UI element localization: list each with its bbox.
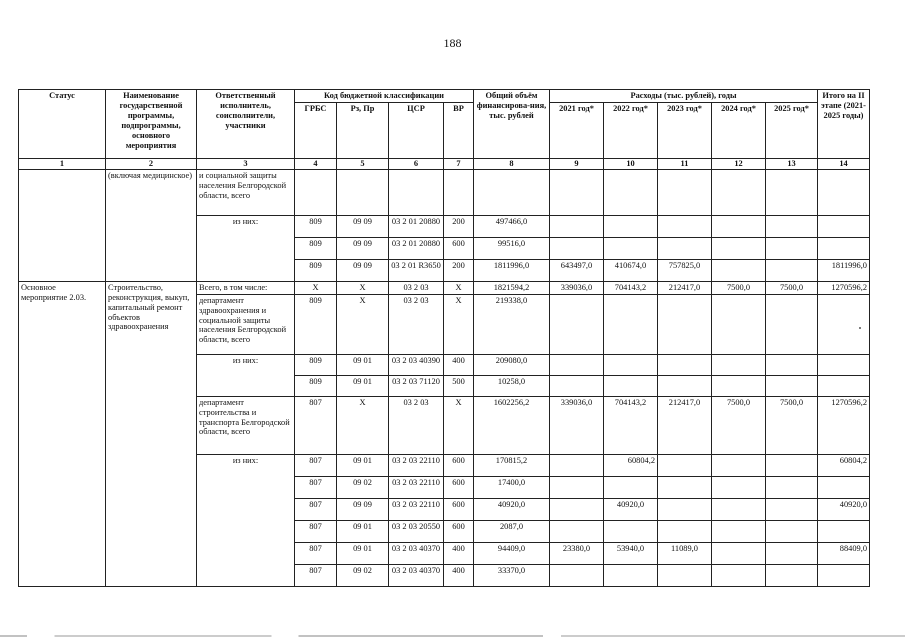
grbs-cell: 809 (295, 294, 337, 354)
csr-cell: 03 2 01 20880 (389, 237, 444, 259)
header-total-stage: Итого на II этапе (2021-2025 годы) (818, 90, 870, 159)
rz-cell: 09 02 (337, 476, 389, 498)
column-number: 10 (604, 158, 658, 169)
vr-cell: X (444, 396, 474, 454)
grbs-cell: 807 (295, 476, 337, 498)
csr-cell: 03 2 01 R3650 (389, 259, 444, 281)
header-2021: 2021 год* (550, 102, 604, 158)
total-cell: 1602256,2 (474, 396, 550, 454)
column-number: 13 (766, 158, 818, 169)
y2022-cell: 410674,0 (604, 259, 658, 281)
total-cell: 17400,0 (474, 476, 550, 498)
column-number: 14 (818, 158, 870, 169)
program-name-cell: (включая медицинское) (106, 169, 197, 281)
column-number: 7 (444, 158, 474, 169)
csr-cell: 03 2 03 40370 (389, 564, 444, 586)
header-grbs: ГРБС (295, 102, 337, 158)
vr-cell: 200 (444, 215, 474, 237)
vr-cell: 600 (444, 454, 474, 476)
executor-cell: и социальной защиты населения Белгородской области, всего (197, 169, 295, 215)
csr-cell: 03 2 03 (389, 396, 444, 454)
table-row (19, 169, 870, 215)
header-row-1 (19, 90, 870, 103)
itog-cell: 40920,0 (818, 498, 870, 520)
executor-cell: из них: (197, 215, 295, 281)
grbs-cell: 807 (295, 542, 337, 564)
header-total-volume: Общий объём финансирова-ния, тыс. рублей (474, 90, 550, 159)
column-number: 4 (295, 158, 337, 169)
grbs-cell: 807 (295, 498, 337, 520)
status-cell (19, 169, 106, 281)
csr-cell: 03 2 03 71120 (389, 375, 444, 396)
grbs-cell: 807 (295, 396, 337, 454)
rz-cell: X (337, 396, 389, 454)
rz-cell: 09 01 (337, 454, 389, 476)
total-cell: 170815,2 (474, 454, 550, 476)
csr-cell: 03 2 03 20550 (389, 520, 444, 542)
csr-cell: 03 2 03 40370 (389, 542, 444, 564)
column-number: 5 (337, 158, 389, 169)
vr-cell: 400 (444, 354, 474, 375)
y2021-cell: 643497,0 (550, 259, 604, 281)
csr-cell: 03 2 03 (389, 281, 444, 294)
csr-cell: 03 2 03 22110 (389, 454, 444, 476)
header-csr: ЦСР (389, 102, 444, 158)
header-expenses: Расходы (тыс. рублей), годы (550, 90, 818, 103)
vr-cell: X (444, 281, 474, 294)
y2022-cell: 53940,0 (604, 542, 658, 564)
itog-cell: 1811996,0 (818, 259, 870, 281)
y2022-cell: 704143,2 (604, 281, 658, 294)
rz-cell: 09 02 (337, 564, 389, 586)
rz-cell: 09 09 (337, 237, 389, 259)
header-budget-code: Код бюджетной классификации (295, 90, 474, 103)
csr-cell: 03 2 03 22110 (389, 498, 444, 520)
column-number: 9 (550, 158, 604, 169)
column-number: 11 (658, 158, 712, 169)
vr-cell: 200 (444, 259, 474, 281)
column-number-row (19, 158, 870, 169)
total-cell: 99516,0 (474, 237, 550, 259)
rz-cell: 09 09 (337, 259, 389, 281)
total-cell: 40920,0 (474, 498, 550, 520)
header-rz-pr: Рз, Пр (337, 102, 389, 158)
grbs-cell: 809 (295, 215, 337, 237)
column-number: 12 (712, 158, 766, 169)
itog-cell: 60804,2 (818, 454, 870, 476)
header-program-name: Наименование государственной программы, подпрограммы, основного мероприятия (106, 90, 197, 159)
total-cell: 2087,0 (474, 520, 550, 542)
program-name-cell: Строительство, реконструкция, выкуп, капитальный ремонт объектов здравоохранения (106, 281, 197, 586)
column-number: 6 (389, 158, 444, 169)
column-number: 3 (197, 158, 295, 169)
column-number: 2 (106, 158, 197, 169)
y2024-cell: 7500,0 (712, 281, 766, 294)
grbs-cell: 809 (295, 237, 337, 259)
rz-cell: 09 01 (337, 520, 389, 542)
header-status: Статус (19, 90, 106, 159)
y2021-cell: 339036,0 (550, 281, 604, 294)
column-number: 8 (474, 158, 550, 169)
vr-cell: 500 (444, 375, 474, 396)
rz-cell: 09 09 (337, 215, 389, 237)
total-cell: 497466,0 (474, 215, 550, 237)
grbs-cell: 809 (295, 375, 337, 396)
executor-cell: из них: (197, 454, 295, 586)
rz-cell: 09 01 (337, 354, 389, 375)
y2021-cell: 339036,0 (550, 396, 604, 454)
header-2024: 2024 год* (712, 102, 766, 158)
header-2023: 2023 год* (658, 102, 712, 158)
scan-edge (0, 635, 905, 637)
grbs-cell: X (295, 281, 337, 294)
rz-cell: 09 01 (337, 542, 389, 564)
csr-cell: 03 2 03 40390 (389, 354, 444, 375)
grbs-cell: 809 (295, 354, 337, 375)
y2022-cell: 704143,2 (604, 396, 658, 454)
rz-cell: X (337, 281, 389, 294)
vr-cell: 400 (444, 564, 474, 586)
grbs-cell: 809 (295, 259, 337, 281)
csr-cell: 03 2 03 22110 (389, 476, 444, 498)
executor-cell: из них: (197, 354, 295, 396)
scan-speck (859, 327, 861, 329)
budget-table (18, 89, 870, 587)
header-executor: Ответственный исполнитель, соисполнители, участники (197, 90, 295, 159)
rz-cell: X (337, 294, 389, 354)
vr-cell: X (444, 294, 474, 354)
y2025-cell: 7500,0 (766, 281, 818, 294)
itog-cell: 88409,0 (818, 542, 870, 564)
y2025-cell: 7500,0 (766, 396, 818, 454)
y2022-cell: 40920,0 (604, 498, 658, 520)
executor-cell: Всего, в том числе: (197, 281, 295, 294)
rz-cell: 09 01 (337, 375, 389, 396)
y2021-cell: 23380,0 (550, 542, 604, 564)
total-cell: 209080,0 (474, 354, 550, 375)
total-cell: 1821594,2 (474, 281, 550, 294)
total-cell: 219338,0 (474, 294, 550, 354)
grbs-cell: 807 (295, 454, 337, 476)
table-row (19, 281, 870, 294)
header-2022: 2022 год* (604, 102, 658, 158)
grbs-cell: 807 (295, 564, 337, 586)
y2023-cell: 212417,0 (658, 396, 712, 454)
vr-cell: 600 (444, 237, 474, 259)
header-vr: ВР (444, 102, 474, 158)
total-cell: 10258,0 (474, 375, 550, 396)
vr-cell: 400 (444, 542, 474, 564)
page-number: 188 (443, 36, 462, 50)
y2023-cell: 212417,0 (658, 281, 712, 294)
itog-cell: 1270596,2 (818, 396, 870, 454)
status-cell: Основное мероприятие 2.03. (19, 281, 106, 586)
total-cell: 94409,0 (474, 542, 550, 564)
column-number: 1 (19, 158, 106, 169)
y2022-cell: 60804,2 (604, 454, 658, 476)
itog-cell: 1270596,2 (818, 281, 870, 294)
header-2025: 2025 год* (766, 102, 818, 158)
total-cell: 33370,0 (474, 564, 550, 586)
vr-cell: 600 (444, 476, 474, 498)
csr-cell: 03 2 03 (389, 294, 444, 354)
y2024-cell: 7500,0 (712, 396, 766, 454)
vr-cell: 600 (444, 520, 474, 542)
executor-cell: департамент строительства и транспорта Белгородской области, всего (197, 396, 295, 454)
csr-cell: 03 2 01 20880 (389, 215, 444, 237)
rz-cell: 09 09 (337, 498, 389, 520)
y2023-cell: 757825,0 (658, 259, 712, 281)
executor-cell: департамент здравоохранения и социальной защиты населения Белгородской области, всего (197, 294, 295, 354)
total-cell: 1811996,0 (474, 259, 550, 281)
grbs-cell: 807 (295, 520, 337, 542)
vr-cell: 600 (444, 498, 474, 520)
y2023-cell: 11089,0 (658, 542, 712, 564)
